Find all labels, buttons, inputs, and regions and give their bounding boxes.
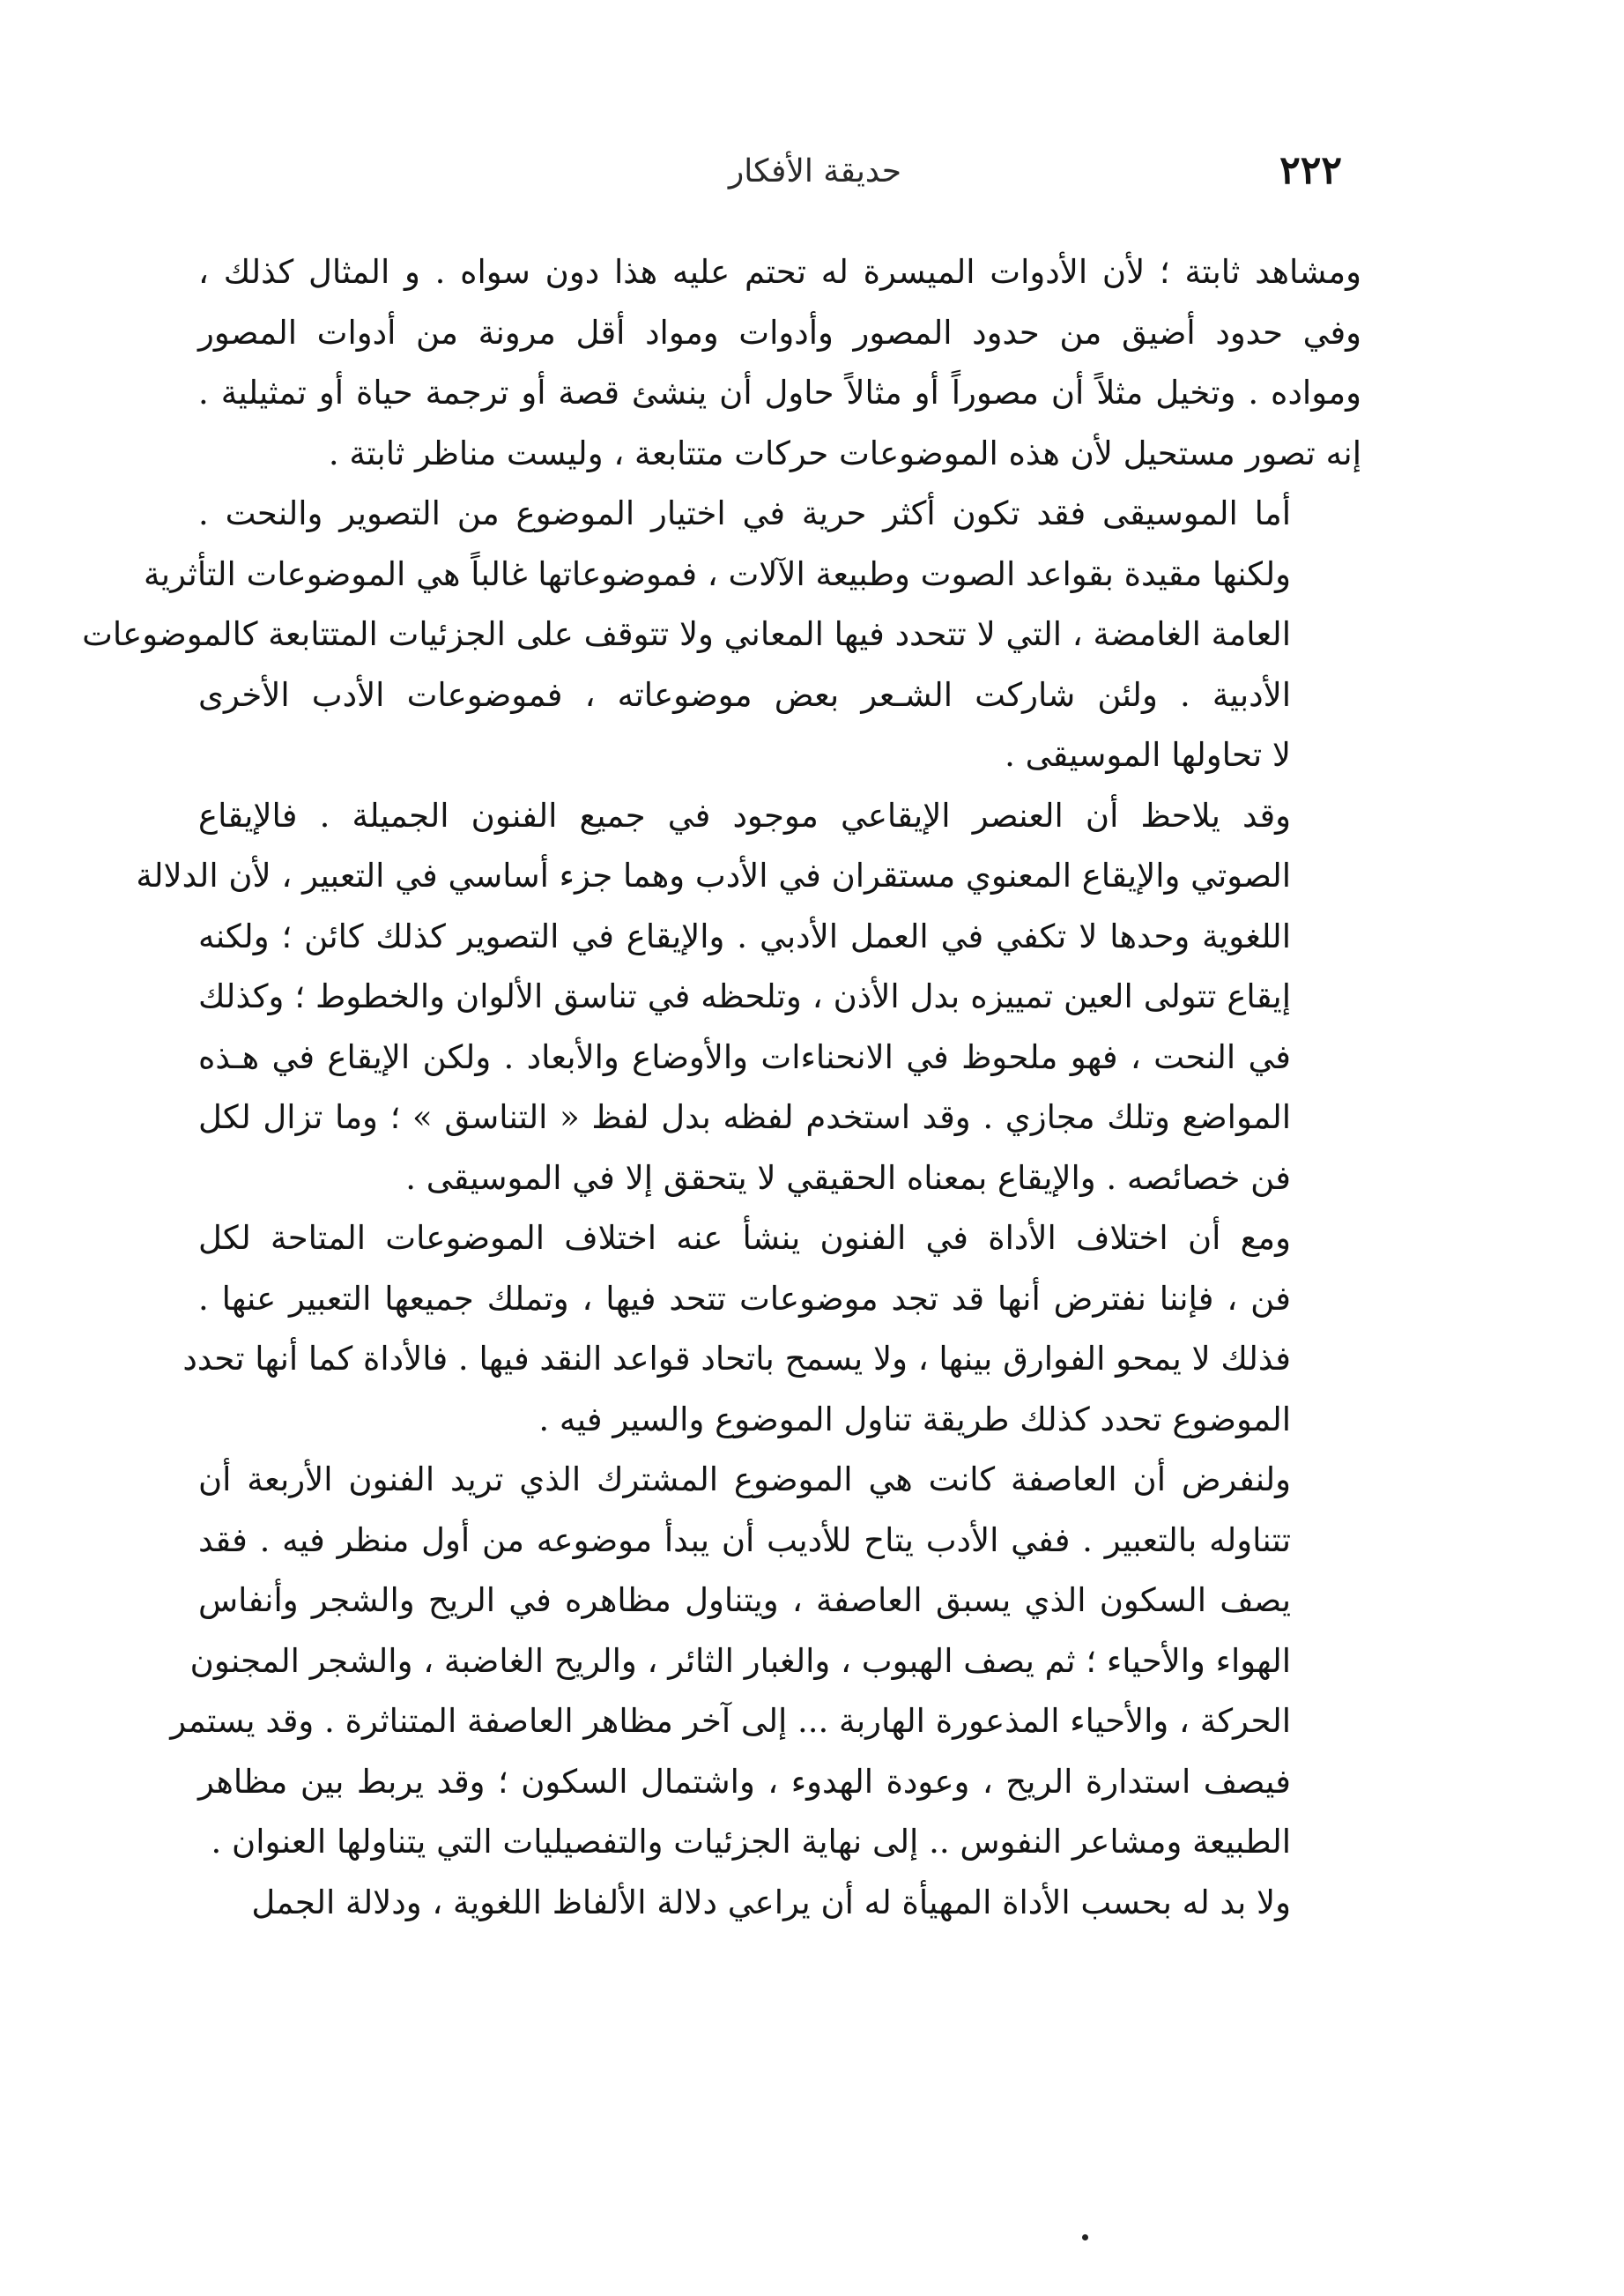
text-line: فذلك لا يمحو الفوارق بينها ، ولا يسمح باتحاد قواعد النقد فيها . فالأداة كما أنها تحدد (182, 1340, 1291, 1378)
text-line: وقد يلاحظ أن العنصر الإيقاعي موجود في جميع الفنون الجميلة . فالإيقاع (198, 796, 1291, 835)
text-line: إيقاع تتولى العين تمييزه بدل الأذن ، وتلحظه في تناسق الألوان والخطوط ؛ وكذلك (198, 977, 1291, 1015)
body-text (82, 242, 1361, 1933)
text-line: إنه تصور مستحيل لأن هذه الموضوعات حركات متتابعة ، وليست مناظر ثابتة . (328, 434, 1361, 472)
text-line: العامة الغامضة ، التي لا تتحدد فيها المعاني ولا تتوقف على الجزئيات المتتابعة كالموضوعات (82, 615, 1291, 653)
text-line: فن ، فإننا نفترض أنها قد تجد موضوعات تتحد فيها ، وتملك جميعها التعبير عنها . (198, 1279, 1291, 1318)
text-line: وفي حدود أضيق من حدود المصور وأدوات ومواد أقل مرونة من أدوات المصور (198, 313, 1361, 352)
text-line: يصف السكون الذي يسبق العاصفة ، ويتناول مظاهره في الريح والشجر وأنفاس (198, 1581, 1291, 1619)
page-number: ٢٢٢ (1279, 148, 1342, 193)
page-header (198, 148, 1342, 219)
text-line: ولا بد له بحسب الأداة المهيأة له أن يراعي دلالة الألفاظ اللغوية ، ودلالة الجمل (251, 1883, 1291, 1921)
paragraph (182, 1208, 1361, 1450)
text-line: في النحت ، فهو ملحوظ في الانحناءات والأوضاع والأبعاد . ولكن الإيقاع في هـذه (198, 1037, 1291, 1076)
paragraph (198, 1873, 1361, 1934)
text-line: الحركة ، والأحياء المذعورة الهاربة ... إلى آخر مظاهر العاصفة المتناثرة . وقد يستمر (170, 1702, 1291, 1740)
text-line: الأدبية . ولئن شاركت الشـعر بعض موضوعاته ، فموضوعات الأدب الأخرى (198, 675, 1291, 714)
text-line: اللغوية وحدها لا تكفي في العمل الأدبي . والإيقاع في التصوير كذلك كائن ؛ ولكنه (198, 917, 1291, 955)
paragraph (82, 484, 1361, 786)
paragraph (170, 1450, 1361, 1873)
text-line: ومع أن اختلاف الأداة في الفنون ينشأ عنه اختلاف الموضوعات المتاحة لكل (198, 1219, 1291, 1257)
paragraph (136, 786, 1361, 1209)
text-line: الموضوع تحدد كذلك طريقة تناول الموضوع والسير فيه . (538, 1400, 1291, 1438)
text-line: تتناوله بالتعبير . ففي الأدب يتاح للأديب أن يبدأ موضوعه من أول منظر فيه . فقد (198, 1520, 1291, 1559)
paragraph (198, 242, 1361, 484)
text-line: ومشاهد ثابتة ؛ لأن الأدوات الميسرة له تحتم عليه هذا دون سواه . و المثال كذلك ، (198, 253, 1361, 291)
text-line: الهواء والأحياء ؛ ثم يصف الهبوب ، والغبار الثائر ، والريح الغاضبة ، والشجر المجنون (189, 1641, 1291, 1680)
text-line: الطبيعة ومشاعر النفوس .. إلى نهاية الجزئيات والتفصيليات التي يتناولها العنوان . (211, 1823, 1291, 1861)
running-title: حديقة الأفكار (728, 153, 901, 189)
text-line: الصوتي والإيقاع المعنوي مستقران في الأدب وهما جزء أساسي في التعبير ، لأن الدلالة (136, 857, 1291, 895)
text-line: ولنفرض أن العاصفة كانت هي الموضوع المشترك الذي تريد الفنون الأربعة أن (198, 1460, 1291, 1498)
text-line: ولكنها مقيدة بقواعد الصوت وطبيعة الآلات ، فموضوعاتها غالباً هي الموضوعات التأثرية (143, 554, 1291, 593)
text-line: لا تحاولها الموسيقى . (1005, 736, 1291, 774)
text-line: المواضع وتلك مجازي . وقد استخدم لفظه بدل لفظ « التناسق » ؛ وما تزال لكل (198, 1098, 1291, 1136)
text-line: أما الموسيقى فقد تكون أكثر حرية في اختيار الموضوع من التصوير والنحت . (198, 494, 1291, 532)
text-line: فيصف استدارة الريح ، وعودة الهدوء ، واشتمال السكون ؛ وقد يربط بين مظاهر (198, 1762, 1291, 1801)
text-line: ومواده . وتخيل مثلاً أن مصوراً أو مثالاً حاول أن ينشئ قصة أو ترجمة حياة أو تمثيلية . (198, 374, 1361, 412)
footer-mark (1082, 2234, 1088, 2240)
text-line: فن خصائصه . والإيقاع بمعناه الحقيقي لا يتحقق إلا في الموسيقى . (405, 1158, 1291, 1197)
